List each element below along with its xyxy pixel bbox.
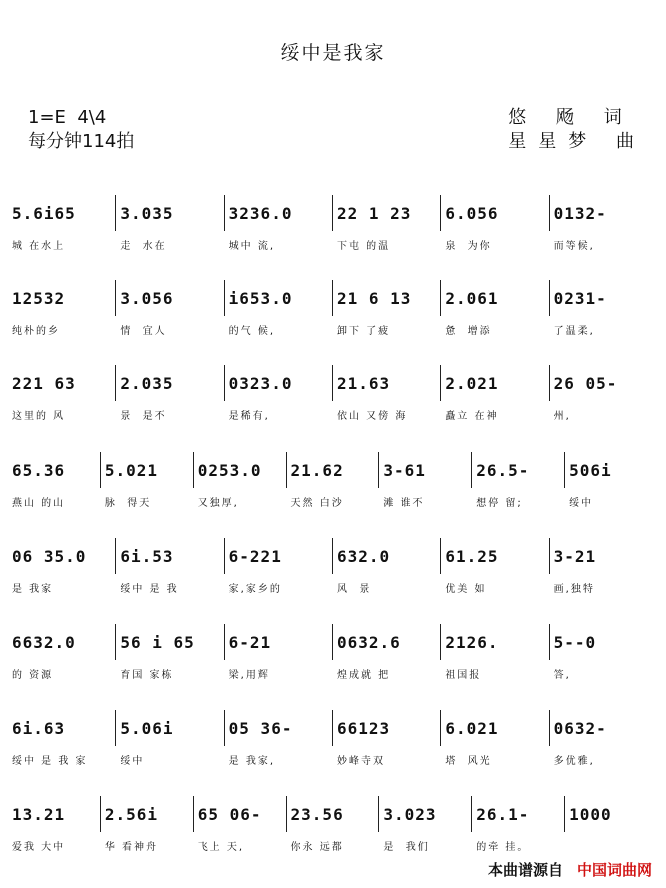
notation-line: [8, 452, 658, 488]
notation-line: [8, 280, 658, 316]
lyric-line: [8, 407, 658, 427]
measure: 3.056: [116, 280, 224, 316]
lyric-segment: 祖国报: [445, 670, 482, 681]
measure: 56 i 65: [116, 624, 224, 660]
measure: 26.5-: [472, 452, 565, 488]
lyric-line: [8, 580, 658, 600]
measure: 2.061: [441, 280, 549, 316]
measure: 6-21: [225, 624, 333, 660]
lyric-segment: 又独厚,: [197, 498, 239, 509]
measure: 632.0: [333, 538, 441, 574]
lyric-segment: 绥中: [569, 498, 594, 509]
lyric-segment: 是 我家: [12, 584, 54, 595]
measure: 3-61: [379, 452, 472, 488]
song-credits: [508, 106, 646, 154]
lyric-segment: 州,: [553, 411, 571, 422]
measure: 221 63: [8, 365, 116, 401]
lyric-segment: 爱我 大中: [12, 842, 66, 853]
lyric-segment: 妙峰寺双: [336, 756, 385, 767]
measure: 66123: [333, 710, 441, 746]
lyric-segment: 绥中 是 我 家: [12, 756, 88, 767]
notation-line: [8, 796, 658, 832]
lyric-segment: 燕山 的山: [12, 498, 66, 509]
lyric-segment: 滩 谁不: [383, 498, 425, 509]
lyric-segment: 城 在水上: [12, 241, 66, 252]
score-row: [8, 365, 658, 429]
measure: 13.21: [8, 796, 101, 832]
measure: 5.06i: [116, 710, 224, 746]
tempo-marking: 每分钟114拍: [28, 131, 135, 152]
lyric-segment: 下屯 的温: [336, 241, 391, 252]
lyric-segment: 这里的 风: [12, 411, 66, 422]
lyric-segment: 画,独特: [553, 584, 595, 595]
measure: 0231-: [553, 288, 607, 308]
score-row: [8, 452, 658, 516]
lyric-segment: 风 景: [336, 584, 372, 595]
lyric-segment: 纯朴的乡: [12, 326, 60, 337]
measure: 61.25: [441, 538, 549, 574]
measure: 6i.63: [8, 710, 116, 746]
lyric-segment: 走 水在: [120, 241, 167, 252]
lyric-segment: 煌成就 把: [336, 670, 391, 681]
source-label: 本曲谱源自: [487, 861, 563, 879]
lyricist-credit: 悠 飏 词: [508, 107, 634, 128]
notation-line: [8, 710, 658, 746]
score-row: [8, 538, 658, 602]
lyric-segment: 育国 家栋: [120, 670, 174, 681]
measure: 5.021: [101, 452, 194, 488]
measure: 0132-: [553, 203, 607, 223]
measure: 06 35.0: [8, 538, 116, 574]
lyric-segment: 梁,用辉: [228, 670, 270, 681]
measure: 12532: [8, 280, 116, 316]
lyric-segment: 依山 又傍 海: [336, 411, 408, 422]
lyric-line: [8, 838, 658, 858]
measure: 05 36-: [225, 710, 333, 746]
measure: 5--0: [553, 632, 597, 652]
measure: 23.56: [287, 796, 380, 832]
notation-line: [8, 538, 658, 574]
lyric-segment: 惫 增添: [445, 326, 492, 337]
measure: 21 6 13: [333, 280, 441, 316]
song-meta-left: [28, 106, 134, 154]
lyric-segment: 飞上 天,: [197, 842, 245, 853]
lyric-segment: 塔 风光: [445, 756, 492, 767]
measure: 3.023: [379, 796, 472, 832]
lyric-segment: 华 看神舟: [104, 842, 159, 853]
score-row: [8, 624, 658, 688]
lyric-segment: 而等候,: [553, 241, 595, 252]
lyric-segment: 你永 远都: [290, 842, 344, 853]
lyric-segment: 家,家乡的: [228, 584, 282, 595]
measure: i653.0: [225, 280, 333, 316]
lyric-segment: 想停 留;: [476, 498, 523, 509]
lyric-segment: 答,: [553, 670, 571, 681]
measure: 2.56i: [101, 796, 194, 832]
score-row: [8, 195, 658, 259]
score-row: [8, 796, 658, 860]
composer-credit: 星星梦 曲: [508, 131, 646, 152]
lyric-segment: 的气 候,: [228, 326, 276, 337]
source-credit: [488, 859, 652, 880]
lyric-line: [8, 752, 658, 772]
measure: 3-21: [553, 546, 597, 566]
measure: 21.63: [333, 365, 441, 401]
measure: 1000: [569, 804, 612, 824]
lyric-segment: 矗立 在神: [445, 411, 499, 422]
lyric-line: [8, 494, 658, 514]
lyric-segment: 情 宜人: [120, 326, 167, 337]
lyric-segment: 的 资源: [12, 670, 54, 681]
measure: 22 1 23: [333, 195, 441, 231]
measure: 0253.0: [194, 452, 287, 488]
measure: 6.021: [441, 710, 549, 746]
measure: 0323.0: [225, 365, 333, 401]
lyric-segment: 绥中: [120, 756, 145, 767]
measure: 506i: [569, 460, 612, 480]
measure: 6632.0: [8, 624, 116, 660]
lyric-segment: 多优雅,: [553, 756, 595, 767]
lyric-segment: 了温柔,: [553, 326, 595, 337]
measure: 26.1-: [472, 796, 565, 832]
measure: 65.36: [8, 452, 101, 488]
lyric-segment: [565, 838, 658, 858]
measure: 3236.0: [225, 195, 333, 231]
notation-line: [8, 624, 658, 660]
score-row: [8, 280, 658, 344]
score-row: [8, 710, 658, 774]
lyric-segment: 是 我们: [383, 842, 430, 853]
notation-line: [8, 365, 658, 401]
notation-line: [8, 195, 658, 231]
lyric-segment: 脉 得天: [104, 498, 152, 509]
measure: 21.62: [287, 452, 380, 488]
lyric-segment: 是稀有,: [228, 411, 270, 422]
lyric-segment: 的牵 挂。: [476, 842, 530, 853]
lyric-segment: 优美 如: [445, 584, 487, 595]
key-signature: 1=E 4\4: [28, 107, 107, 128]
source-site: 中国词曲网: [576, 861, 652, 879]
measure: 6.056: [441, 195, 549, 231]
measure: 0632-: [553, 718, 607, 738]
lyric-segment: 景 是不: [120, 411, 167, 422]
lyric-segment: 泉 为你: [445, 241, 492, 252]
lyric-line: [8, 237, 658, 257]
lyric-segment: 城中 流,: [228, 241, 276, 252]
measure: 3.035: [116, 195, 224, 231]
measure: 6i.53: [116, 538, 224, 574]
measure: 2126.: [441, 624, 549, 660]
measure: 65 06-: [194, 796, 287, 832]
measure: 2.021: [441, 365, 549, 401]
lyric-segment: 绥中 是 我: [120, 584, 179, 595]
lyric-line: [8, 666, 658, 686]
lyric-segment: 天然 白沙: [290, 498, 344, 509]
measure: 5.6i65: [8, 195, 116, 231]
lyric-segment: 是 我家,: [228, 756, 276, 767]
measure: 2.035: [116, 365, 224, 401]
measure: 26 05-: [553, 373, 618, 393]
song-title: 绥中是我家: [280, 42, 386, 64]
lyric-line: [8, 322, 658, 342]
lyric-segment: 卸下 了疲: [336, 326, 391, 337]
measure: 0632.6: [333, 624, 441, 660]
measure: 6-221: [225, 538, 333, 574]
